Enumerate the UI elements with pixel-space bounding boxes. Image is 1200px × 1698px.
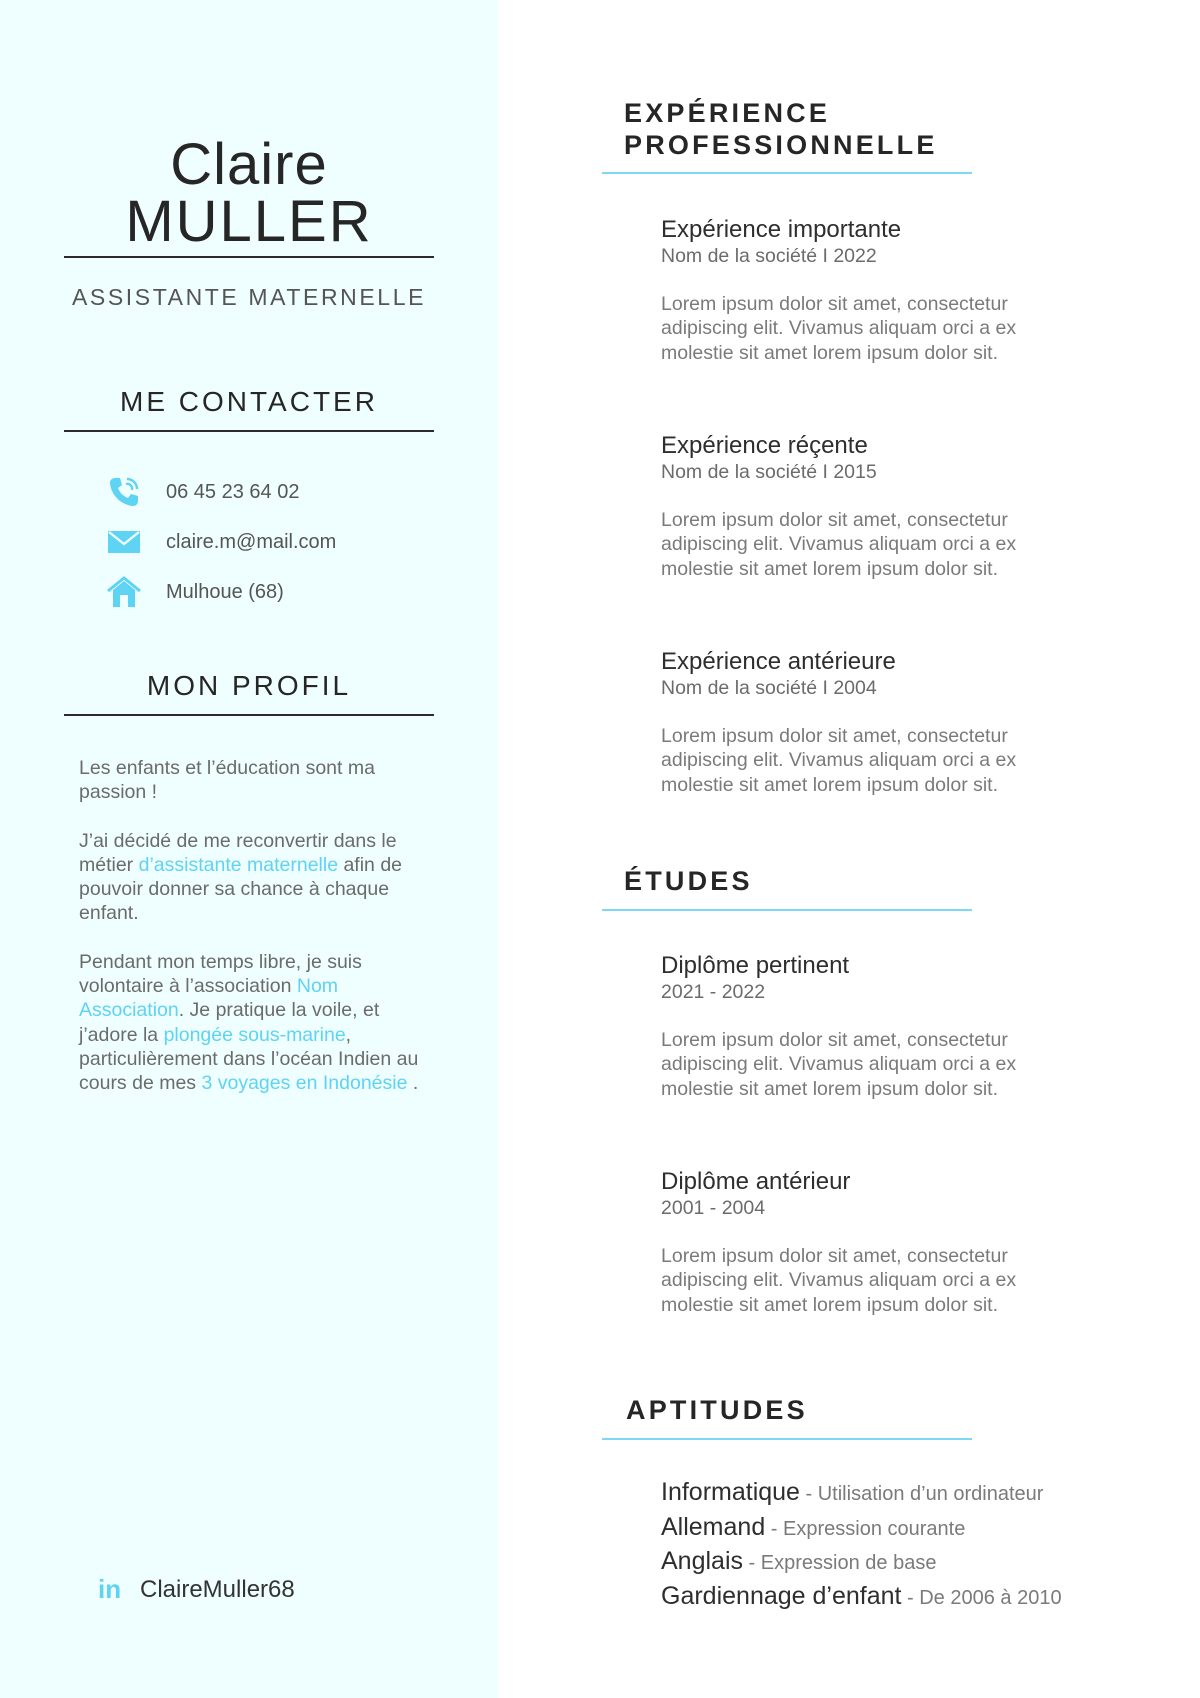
skills-heading: APTITUDES [626, 1395, 808, 1425]
profile-heading: MON PROFIL [146, 670, 352, 701]
experience-description: Lorem ipsum dolor sit amet, consectetur adipiscing elit. Vivamus aliquam orci a ex molestie sit amet lorem ipsum dolor sit. [661, 509, 1017, 580]
experience-title: Expérience réçente [661, 432, 868, 459]
experience-item [661, 216, 1091, 365]
education-years: 2001 - 2004 [661, 1197, 766, 1219]
experience-description: Lorem ipsum dolor sit amet, consectetur adipiscing elit. Vivamus aliquam orci a ex molestie sit amet lorem ipsum dolor sit. [661, 293, 1017, 364]
skill-name: Allemand [661, 1512, 766, 1541]
skill-detail: - Expression de base [743, 1552, 937, 1574]
experience-heading-line-2: PROFESSIONNELLE [624, 130, 938, 160]
linkedin-icon: in [98, 1574, 122, 1604]
mail-icon [106, 524, 142, 560]
name-divider [64, 256, 434, 258]
profile-text [79, 756, 429, 1120]
linkedin-handle: ClaireMuller68 [140, 1575, 295, 1603]
experience-description: Lorem ipsum dolor sit amet, consectetur adipiscing elit. Vivamus aliquam orci a ex molestie sit amet lorem ipsum dolor sit. [661, 725, 1017, 796]
phone-icon [106, 474, 142, 510]
profile-paragraph-1: Les enfants et l’éducation sont ma passion ! [79, 757, 375, 804]
profile-paragraph-3 [79, 950, 429, 1096]
skill-item [661, 1547, 1062, 1582]
skill-name: Gardiennage d’enfant [661, 1581, 902, 1610]
skills-divider [602, 1438, 972, 1440]
experience-company-year: Nom de la société I 2004 [661, 677, 877, 699]
experience-item [661, 432, 1091, 581]
email-address: claire.m@mail.com [166, 530, 337, 553]
education-title: Diplôme antérieur [661, 1168, 851, 1195]
experience-company-year: Nom de la société I 2015 [661, 461, 877, 483]
first-name: Claire [170, 132, 328, 197]
experience-title: Expérience antérieure [661, 648, 896, 675]
experience-heading-line-1: EXPÉRIENCE [624, 98, 831, 128]
profile-p3-text-c: , particulièrement dans l’océan Indien au cours de mes [79, 1023, 419, 1095]
profile-paragraph-2 [79, 829, 429, 926]
skill-detail: - Utilisation d’un ordinateur [799, 1483, 1044, 1505]
skill-item [661, 1513, 1062, 1548]
education-description: Lorem ipsum dolor sit amet, consectetur adipiscing elit. Vivamus aliquam orci a ex molestie sit amet lorem ipsum dolor sit. [661, 1245, 1017, 1316]
profile-divider [64, 714, 434, 716]
skill-item [661, 1478, 1062, 1513]
contact-phone[interactable] [106, 472, 299, 512]
profile-p3-text-a: Pendant mon temps libre, je suis volontaire à l’association [79, 950, 362, 998]
experience-heading [624, 97, 938, 161]
profile-highlight-job: d’assistante maternelle [138, 853, 339, 876]
profile-highlight-trips: 3 voyages en Indonésie [201, 1072, 408, 1095]
skill-detail: - Expression courante [765, 1517, 966, 1540]
job-title: ASSISTANTE MATERNELLE [71, 284, 427, 310]
experience-company-year: Nom de la société I 2022 [661, 245, 877, 267]
skill-name: Informatique [661, 1478, 800, 1506]
education-item [661, 1168, 1091, 1317]
profile-p2-text-b: afin de pouvoir donner sa chance à chaque enfant. [79, 853, 403, 925]
experience-title: Expérience importante [661, 216, 902, 243]
profile-p3-text-b: . Je pratique la voile, et j’adore la [79, 999, 380, 1046]
skill-item [661, 1582, 1062, 1617]
education-divider [602, 909, 972, 911]
education-heading: ÉTUDES [624, 866, 753, 896]
education-title: Diplôme pertinent [661, 952, 850, 979]
experience-divider [602, 172, 972, 174]
education-description: Lorem ipsum dolor sit amet, consectetur adipiscing elit. Vivamus aliquam orci a ex molestie sit amet lorem ipsum dolor sit. [661, 1029, 1017, 1100]
contact-email[interactable] [106, 522, 336, 562]
experience-item [661, 648, 1091, 797]
phone-number: 06 45 23 64 02 [166, 480, 300, 503]
contact-location [106, 572, 284, 612]
last-name: MULLER [125, 189, 373, 254]
profile-highlight-diving: plongée sous-marine [163, 1023, 346, 1046]
contact-heading: ME CONTACTER [120, 386, 378, 417]
education-item [661, 952, 1091, 1101]
profile-p3-text-d: . [407, 1072, 419, 1095]
skills-list [661, 1478, 1062, 1616]
location-text: Mulhoue (68) [166, 580, 284, 603]
profile-p2-text-a: J’ai décidé de me reconvertir dans le métier [79, 829, 397, 876]
profile-highlight-association: Nom Association [79, 975, 339, 1022]
sidebar [0, 0, 498, 1698]
skill-name: Anglais [661, 1547, 743, 1575]
home-icon [106, 574, 142, 610]
skill-detail: - De 2006 à 2010 [901, 1586, 1062, 1609]
education-years: 2021 - 2022 [661, 981, 766, 1003]
contact-divider [64, 430, 434, 432]
linkedin-link[interactable] [98, 1574, 295, 1605]
